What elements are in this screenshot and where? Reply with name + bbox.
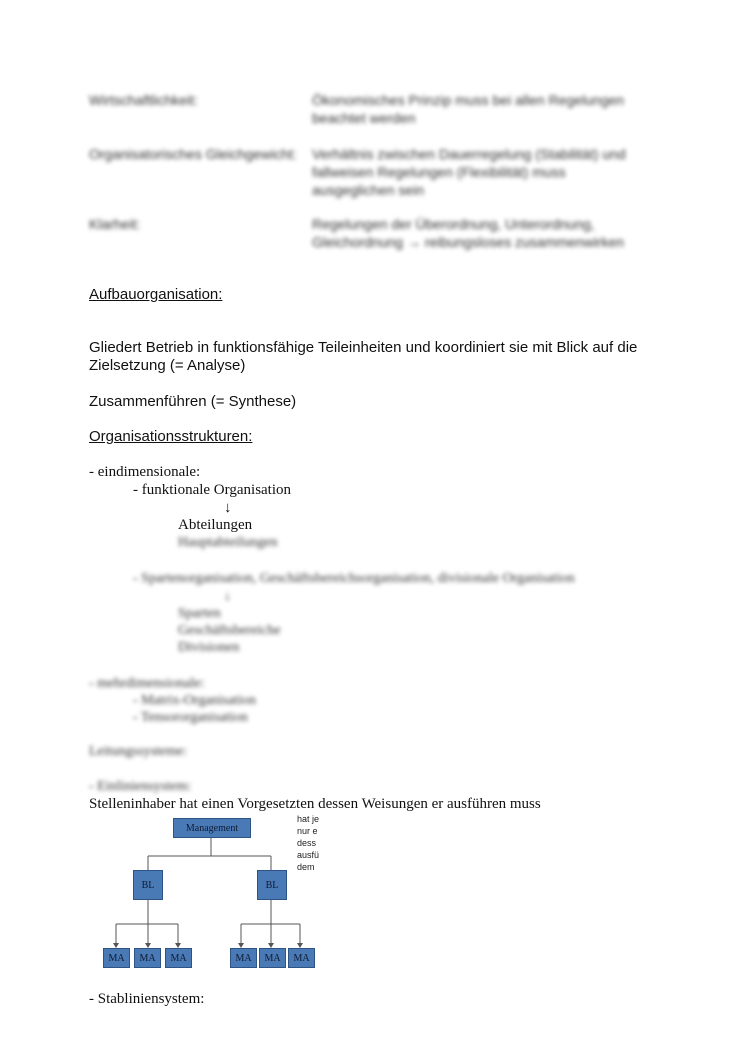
heading-leitungssysteme: Leitungssysteme: (89, 744, 187, 759)
paragraph-gliedert-line2: Zielsetzung (= Analyse) (89, 357, 246, 374)
org-box-bl: BL (257, 870, 287, 900)
criteria-desc-2b: fallweisen Regelungen (Flexibilität) muss (312, 164, 566, 180)
org-box-ma: MA (230, 948, 257, 968)
criteria-term-1: Wirtschaftlichkeit: (89, 92, 198, 108)
org-box-ma: MA (103, 948, 130, 968)
spartenorganisation: - Spartenorganisation, Geschäftsbereichsorganisation, divisionale Organisation (133, 571, 575, 586)
org-box-ma: MA (259, 948, 286, 968)
stabliniensystem-label: - Stabliniensystem: (89, 991, 205, 1007)
org-box-ma: MA (165, 948, 192, 968)
cropped-text-line: dem (297, 862, 315, 872)
funktionale-organisation: - funktionale Organisation (133, 482, 292, 498)
org-box-ma: MA (288, 948, 315, 968)
down-arrow-icon: ↓ (224, 500, 232, 516)
org-box-ma: MA (134, 948, 161, 968)
stelleninhaber-text: Stelleninhaber hat einen Vorgesetzten dessen Weisungen er ausführen muss (89, 796, 541, 812)
criteria-desc-3a: Regelungen der Überordnung, Unterordnung, (312, 216, 595, 232)
cropped-text-line: nur e (297, 826, 318, 836)
criteria-term-2: Organisatorisches Gleichgewicht: (89, 146, 297, 162)
criteria-desc-3b: Gleichordnung → reibungsloses zusammenwirken (312, 234, 625, 250)
mehrdimensional-item: - Tensororganisation (133, 710, 248, 725)
org-box-bl: BL (133, 870, 163, 900)
sparten-item: Sparten (178, 606, 221, 621)
criteria-desc-1b: beachtet werden (312, 110, 416, 126)
cropped-text-line: hat je (297, 814, 320, 824)
hauptabteilungen: Hauptabteilungen (178, 535, 278, 550)
criteria-desc-1a: Ökonomisches Prinzip muss bei allen Regelungen (312, 92, 625, 108)
criteria-term-3: Klarheit: (89, 216, 141, 232)
mehrdimensional-label: - mehrdimensionale: (89, 676, 205, 691)
heading-organisationsstrukturen: Organisationsstrukturen: (89, 428, 253, 445)
paragraph-zusammenfuehren: Zusammenführen (= Synthese) (89, 393, 297, 410)
cropped-text-line: ausfü (297, 850, 320, 860)
cropped-text-line: dess (297, 838, 317, 848)
mehrdimensional-item: - Matrix-Organisation (133, 693, 256, 708)
paragraph-gliedert-line1: Gliedert Betrieb in funktionsfähige Teileinheiten und koordiniert sie mit Blick auf die (89, 339, 638, 356)
einliniensystem-label: - Einliniensystem: (89, 779, 192, 794)
down-arrow-icon-2: ↓ (224, 589, 231, 604)
org-box-management: Management (173, 818, 251, 838)
sparten-item: Geschäftsbereiche (178, 623, 281, 638)
criteria-desc-2c: ausgeglichen sein (312, 182, 425, 198)
abteilungen: Abteilungen (178, 517, 253, 533)
sparten-item: Divisionen (178, 640, 240, 655)
criteria-desc-2a: Verhältnis zwischen Dauerregelung (Stabilität) und (312, 146, 626, 162)
heading-aufbauorganisation: Aufbauorganisation: (89, 286, 223, 303)
eindimensional-label: - eindimensionale: (89, 464, 201, 480)
